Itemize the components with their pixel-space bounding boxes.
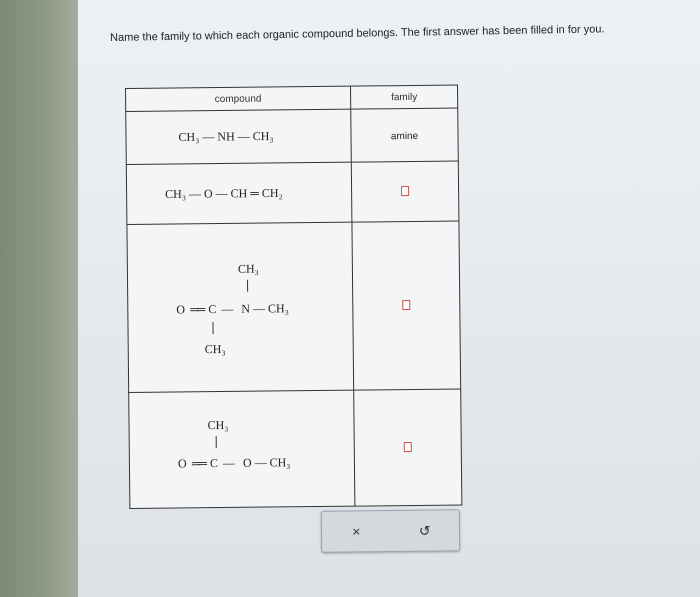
close-icon[interactable]: × bbox=[352, 523, 361, 540]
undo-icon[interactable]: ↺ bbox=[418, 522, 431, 539]
bond-single: — bbox=[222, 455, 236, 470]
table-row bbox=[126, 161, 459, 224]
compound-cell bbox=[129, 390, 355, 508]
structure-amide bbox=[127, 223, 353, 392]
quiz-table-wrapper bbox=[125, 85, 462, 509]
family-cell bbox=[351, 108, 459, 162]
family-answer: amine bbox=[390, 130, 419, 143]
atom-carbon: C bbox=[208, 302, 217, 317]
answer-action-bar bbox=[321, 509, 460, 552]
ester-oxygen-group: O — CH₃ bbox=[242, 455, 291, 470]
structure-ester bbox=[129, 391, 354, 508]
family-cell bbox=[352, 221, 461, 390]
atom-carbon: C bbox=[209, 456, 219, 471]
bond-double: ══ bbox=[191, 456, 206, 471]
atom-nitrogen-group: N — CH₃ bbox=[241, 301, 289, 316]
bond-vertical bbox=[247, 280, 248, 292]
formula-vinyl-ether: CH₃ — O — CH ═ CH₂ bbox=[165, 185, 283, 201]
answer-input-box[interactable] bbox=[401, 186, 409, 196]
atom-oxygen: O bbox=[176, 302, 186, 317]
header-family: family bbox=[350, 85, 457, 109]
table-row bbox=[129, 389, 462, 508]
compound-cell bbox=[127, 222, 354, 392]
bond-vertical bbox=[216, 436, 217, 448]
instructions-text: Name the family to which each organic compound belongs. The first answer has been filled in for you. bbox=[110, 23, 605, 44]
bond-single: — bbox=[221, 301, 234, 317]
substituent-top: CH₃ bbox=[207, 417, 229, 433]
compound-family-table bbox=[125, 85, 462, 509]
answer-input-box[interactable] bbox=[404, 442, 412, 452]
header-compound: compound bbox=[126, 86, 351, 111]
atom-oxygen: O bbox=[177, 456, 187, 471]
formula-dimethylamine: CH₃ — NH — CH₃ bbox=[178, 128, 274, 144]
compound-cell bbox=[126, 109, 352, 164]
compound-cell bbox=[126, 162, 352, 224]
answer-input-box[interactable] bbox=[402, 300, 410, 310]
bond-double: ══ bbox=[190, 302, 204, 317]
bond-vertical bbox=[212, 322, 213, 334]
family-cell bbox=[351, 161, 459, 222]
substituent-top: CH₃ bbox=[237, 261, 259, 276]
substituent-bottom: CH₃ bbox=[204, 341, 226, 357]
family-cell bbox=[354, 389, 462, 506]
table-row bbox=[127, 221, 461, 392]
background-left-band bbox=[0, 0, 78, 597]
table-row bbox=[126, 108, 459, 164]
